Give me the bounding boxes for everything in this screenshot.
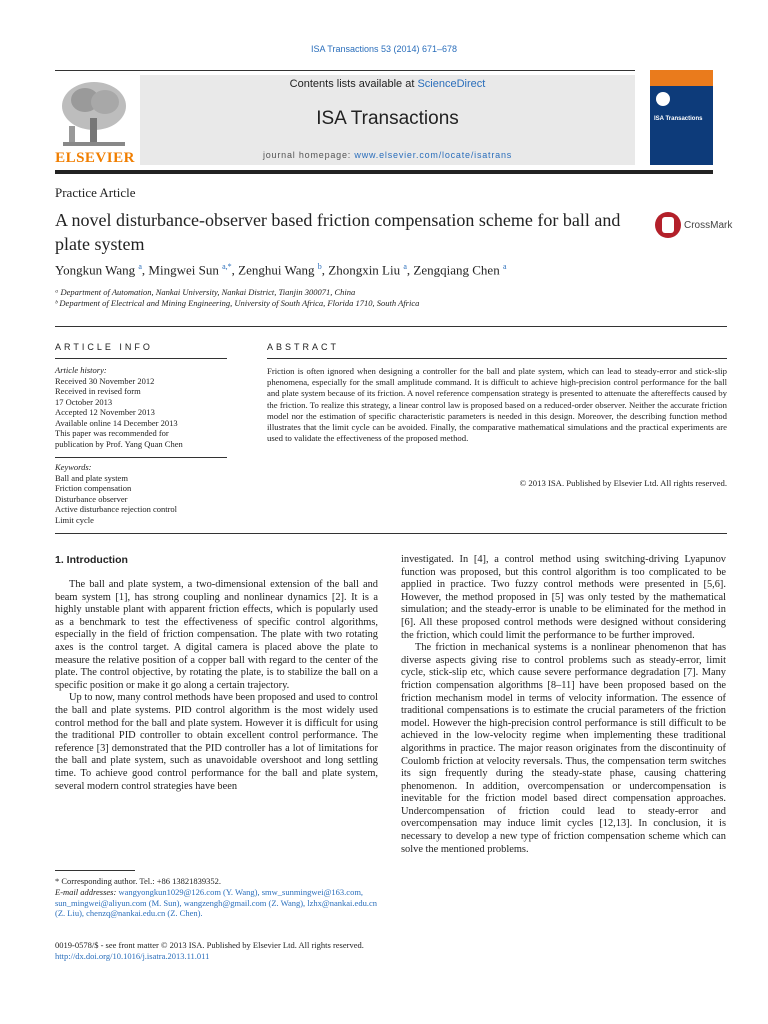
homepage-link[interactable]: www.elsevier.com/locate/isatrans (354, 150, 513, 160)
abstract-heading: ABSTRACT (267, 342, 340, 352)
article-type: Practice Article (55, 185, 136, 200)
section-divider-bottom (55, 533, 727, 534)
journal-reference[interactable]: ISA Transactions 53 (2014) 671–678 (310, 44, 458, 54)
author-affiliation-mark[interactable]: a (502, 262, 507, 271)
article-info-heading: ARTICLE INFO (55, 342, 153, 352)
body-column-right (401, 554, 726, 856)
paragraph: investigated. In [4], a control method using switching-driving Lyapunov function was proposed, but this control algorithm is too complicated to be applied in practice. Two fuzzy control methods were presented in [5,6]. However, the method proposed in [5] was only tested by the mathematical simulation; and the steady-error is unable to be eliminated for the method in [6]. All these proposed control methods were designed without considering the friction, which could limit the performance to be further improved. (401, 554, 726, 641)
section-divider (55, 326, 727, 327)
keyword: Disturbance observer (55, 493, 128, 504)
paragraph: Up to now, many control methods have been proposed and used to control the ball and plate systems. PID control algorithm is the most widely used control method for the ball and plate system. However it is difficult for using the traditional PID controller to obtain excellent control performance. The reference [3] demonstrated that the PID controller has a lot of limitations for the ball and plate system, such as unavoidable overshoot and long settling time. To achieve good control performance for the ball and plate system, several modern control strategies have been (55, 692, 378, 792)
intro-heading: 1. Introduction (55, 554, 128, 566)
abstract-rule (267, 358, 727, 359)
sciencedirect-link[interactable]: ScienceDirect (417, 78, 486, 90)
history-line: 17 October 2013 (55, 396, 113, 407)
article-history (55, 365, 227, 449)
body-column-left (55, 579, 378, 793)
contents-line (140, 78, 635, 90)
publisher-wordmark: ELSEVIER (55, 150, 135, 166)
front-matter (55, 940, 555, 962)
cover-title: ISA Transactions (654, 116, 703, 122)
author-name[interactable]: Mingwei Sun (148, 262, 219, 278)
abstract-copyright: © 2013 ISA. Published by Elsevier Ltd. All rights reserved. (519, 478, 727, 488)
elsevier-tree-logo (55, 78, 133, 150)
footnotes (55, 876, 385, 919)
author-affiliation-mark[interactable]: a,* (222, 262, 232, 271)
article-title: A novel disturbance-observer based friction compensation scheme for ball and plate system (55, 210, 621, 254)
history-line: Received in revised form (55, 386, 141, 396)
paragraph: The ball and plate system, a two-dimensional extension of the ball and beam system [1], has strong coupling and nonlinear dynamics [2]. It is a highly unstable plant with apparent friction effects, which is popularly used as a benchmark to test the effectiveness of specific control algorithms, especially in the field of friction compensation. The plate with two rotating axes is the control target. A digital camera is placed above the plate to measure the relative position of a copper ball with regard to the center of the plate. The control objective, by rotating the plate, is to stabilize the ball on a specific position or make it go along a certain trajectory. (55, 579, 378, 691)
author-name[interactable]: Yongkun Wang (55, 262, 136, 278)
corresponding-author-note: * Corresponding author. Tel.: +86 13821839352. (55, 876, 222, 886)
history-line: publication by Prof. Yang Quan Chen (55, 438, 183, 449)
keywords-rule (55, 457, 227, 458)
cover-emblem (656, 92, 670, 106)
keyword: Limit cycle (55, 514, 94, 525)
paragraph: The friction in mechanical systems is a nonlinear phenomenon that has diverse aspects giving rise to control problems such as steady-error, limit cycle, stick-slip etc, which cause severe performance degradation [7]. Many friction compensation algorithms [8–11] have been proposed based on the friction mechanism model in terms of velocity information. The essence of traditional compensations is to estimate the crucial parameters of the friction model. However the high-precision control performance is still difficult to be achieved in the low-velocity regime when implementing these traditional algorithms in practice. The major reason originates from the discontinuity of Coulomb friction at velocity reversals. Thus, the compensation term switches its sign frequently during the steady-state phase, causing chattering phenomenon. In addition, overcompensation or undercompensation is inevitable for the friction model based direct compensation approaches. Undercompensation of friction could lead to steady-error and overcompensation may induce limit cycles [12,13]. In conclusion, it is necessary to develop a new type of friction compensation scheme which can solve the mentioned problems. (401, 642, 726, 855)
issn-line: 0019-0578/$ - see front matter © 2013 ISA. Published by Elsevier Ltd. All rights reserved. (55, 940, 364, 950)
keywords (55, 462, 227, 525)
keywords-label: Keywords: (55, 462, 92, 472)
history-line: Received 30 November 2012 (55, 375, 155, 386)
crossmark-icon (655, 212, 681, 238)
abstract-text: Friction is often ignored when designing a controller for the ball and plate system, which can lead to steady-error and stick-slip phenomena, especially for the small amplitude command. It is difficult to achieve high-precision control performance for the ball and plate system because of its friction. A novel reference compensation strategy is presented to attenuate the aftereffects caused by the friction. To realize this strategy, a linear control law is proposed based on a reduced-order observer. Neither the accurate friction model nor the estimation of specific characteristic parameters is needed in this design. Moreover, the describing function method illustrates that the limit cycle can be avoided. Finally, the comparative mathematical simulations and the practical experiments are used to validate the effectiveness of the proposed method. (267, 366, 727, 444)
homepage-label: journal homepage: (262, 150, 355, 160)
history-line: Accepted 12 November 2013 (55, 407, 155, 417)
cover-band (650, 70, 713, 86)
article-info-rule (55, 358, 227, 359)
email-label: E-mail addresses: (55, 886, 119, 897)
author-name[interactable]: Zengqiang Chen (413, 262, 500, 278)
crossmark-badge[interactable] (655, 212, 735, 242)
email-addresses[interactable]: wangyongkun1029@126.com (Y. Wang), smw_sunmingwei@163.com, sun_mingwei@aliyun.com (M. Sun), wangzengh@gmail.com (Z. Wang), lzhx@nankai.edu.cn (Z. Liu), chenzq@nankai.edu.cn (Z. Chen). (55, 886, 377, 919)
journal-title: ISA Transactions (316, 108, 459, 129)
history-line: Available online 14 December 2013 (55, 417, 178, 428)
author-list: Yongkun Wang $^a$, Mingwei Sun $^{a,*}$, Zenghui Wang $^b$, Zhongxin Liu $^a$, Zengqiang Chen $^a$ (55, 262, 507, 278)
author-affiliation-mark[interactable]: b (317, 262, 322, 271)
header-thick-rule (55, 170, 713, 174)
doi-link[interactable]: http://dx.doi.org/10.1016/j.isatra.2013.11.011 (55, 951, 210, 961)
keyword: Ball and plate system (55, 472, 128, 483)
header-top-rule (55, 70, 635, 71)
journal-cover-thumbnail[interactable] (650, 70, 713, 165)
author-affiliation-mark[interactable]: a (403, 262, 407, 271)
history-label: Article history: (55, 365, 107, 375)
footnote-rule (55, 870, 135, 871)
author-name[interactable]: Zenghui Wang (238, 262, 315, 278)
contents-prefix: Contents lists available at (289, 78, 418, 90)
affiliation-b: ᵇ Department of Electrical and Mining Engineering, University of South Africa, Florida 1710, South Africa (55, 298, 420, 308)
author-affiliation-mark[interactable]: a (138, 262, 142, 271)
keyword: Active disturbance rejection control (55, 504, 178, 514)
history-line: This paper was recommended for (55, 428, 169, 438)
keyword: Friction compensation (55, 483, 132, 493)
affiliation-a: ᵃ Department of Automation, Nankai University, Nankai District, Tianjin 300071, China (55, 287, 356, 297)
author-name[interactable]: Zhongxin Liu (328, 262, 401, 278)
journal-homepage-line (140, 150, 635, 160)
crossmark-label: CrossMark (684, 220, 733, 231)
